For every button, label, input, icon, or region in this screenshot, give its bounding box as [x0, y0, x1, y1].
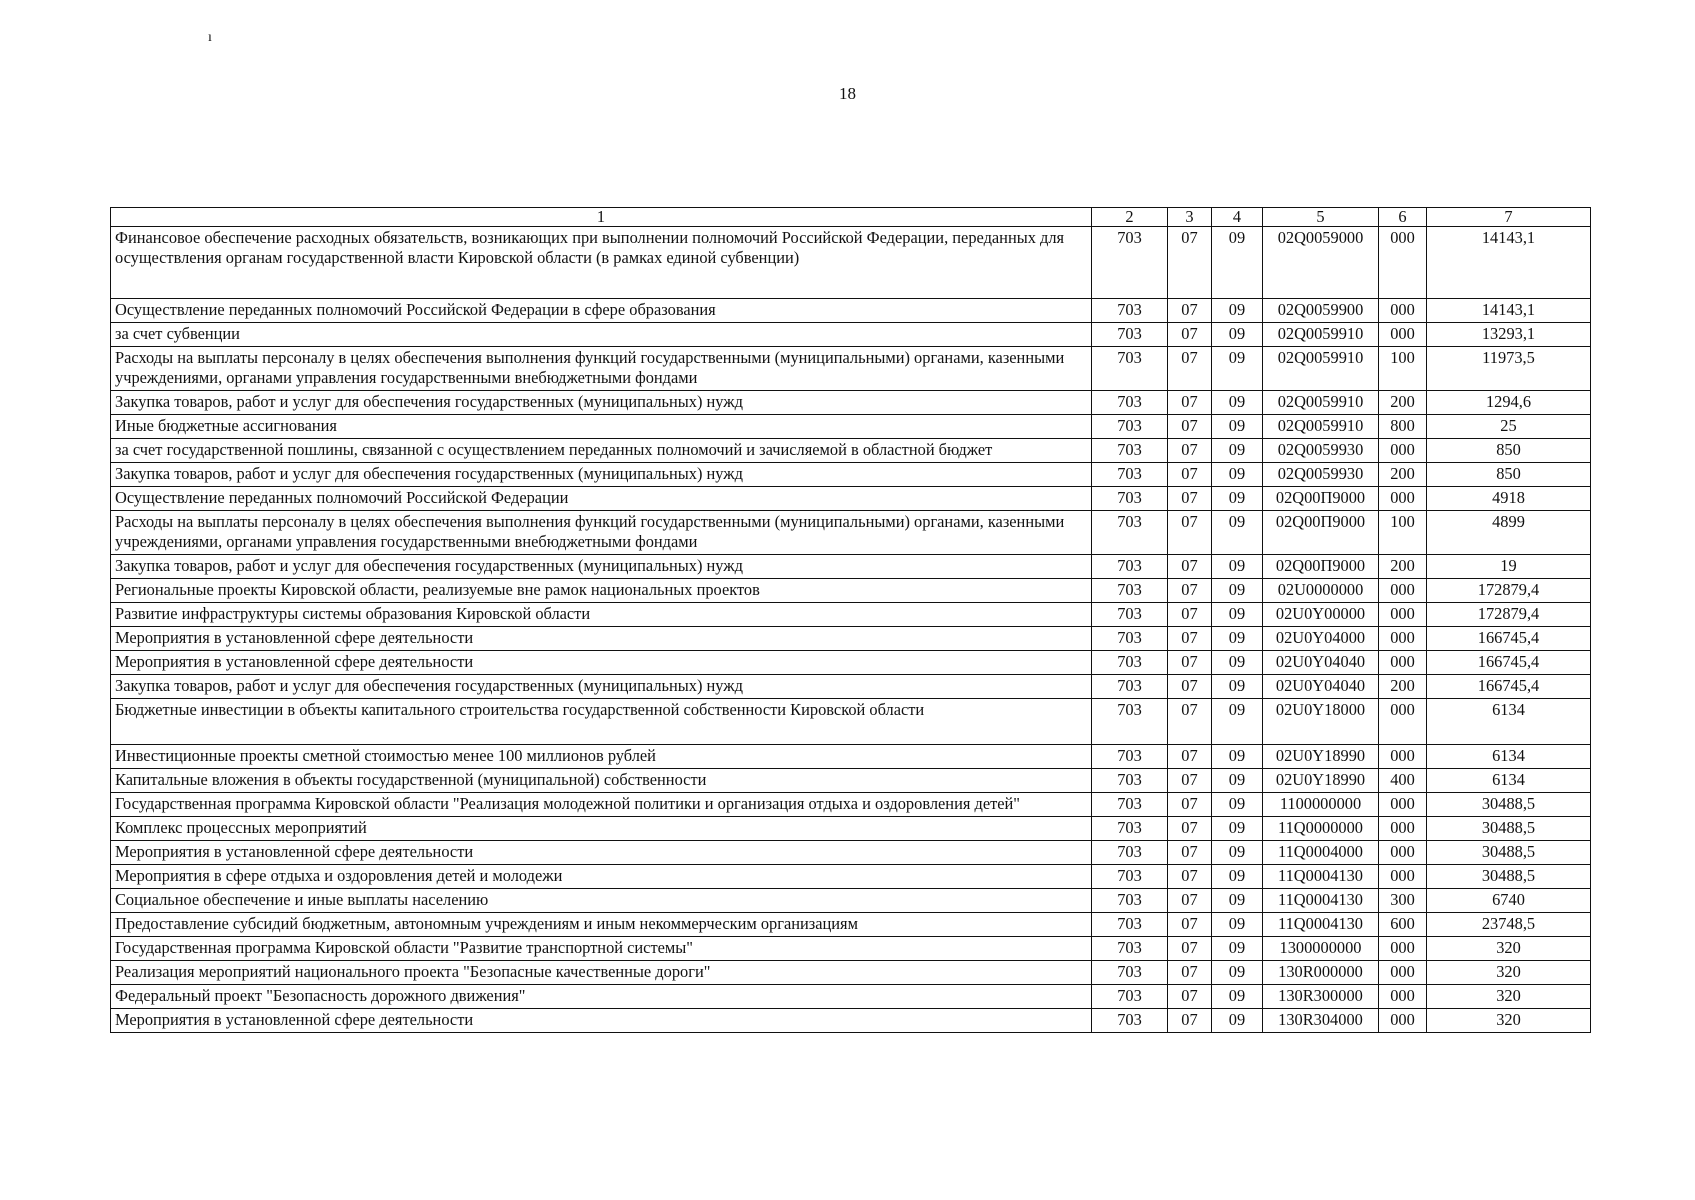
row-target-code: 130R000000 — [1263, 961, 1379, 985]
row-expense-type-code: 000 — [1379, 985, 1427, 1009]
row-expense-type-code: 000 — [1379, 793, 1427, 817]
row-grbs-code: 703 — [1092, 769, 1168, 793]
row-expense-type-code: 200 — [1379, 555, 1427, 579]
row-section-code: 07 — [1168, 769, 1212, 793]
row-subsection-code: 09 — [1212, 391, 1263, 415]
row-subsection-code: 09 — [1212, 865, 1263, 889]
row-name: Развитие инфраструктуры системы образования Кировской области — [111, 603, 1092, 627]
row-amount: 30488,5 — [1427, 841, 1591, 865]
table-body — [111, 227, 1591, 1033]
row-name: Расходы на выплаты персоналу в целях обеспечения выполнения функций государственными (муниципальными) органами, казенными учреждениями, органами управления государственными внебюджетными фондами — [111, 511, 1092, 555]
row-target-code: 02Q0059930 — [1263, 439, 1379, 463]
row-grbs-code: 703 — [1092, 299, 1168, 323]
row-grbs-code: 703 — [1092, 675, 1168, 699]
row-target-code: 02Q00П9000 — [1263, 487, 1379, 511]
row-target-code: 02Q0059910 — [1263, 323, 1379, 347]
table-row — [111, 579, 1591, 603]
header-col-3: 3 — [1168, 208, 1212, 227]
row-name: Финансовое обеспечение расходных обязательств, возникающих при выполнении полномочий Российской Федерации, переданных для осуществления органам государственной власти Кировской области (в рамках единой субвенции) — [111, 227, 1092, 299]
row-target-code: 02Q0059000 — [1263, 227, 1379, 299]
row-name: Осуществление переданных полномочий Российской Федерации — [111, 487, 1092, 511]
header-row — [111, 208, 1591, 227]
row-expense-type-code: 000 — [1379, 699, 1427, 745]
row-name: Мероприятия в установленной сфере деятельности — [111, 841, 1092, 865]
table-row — [111, 985, 1591, 1009]
row-section-code: 07 — [1168, 889, 1212, 913]
row-expense-type-code: 200 — [1379, 391, 1427, 415]
row-section-code: 07 — [1168, 817, 1212, 841]
row-section-code: 07 — [1168, 961, 1212, 985]
row-amount: 30488,5 — [1427, 817, 1591, 841]
row-name: Закупка товаров, работ и услуг для обеспечения государственных (муниципальных) нужд — [111, 391, 1092, 415]
row-grbs-code: 703 — [1092, 793, 1168, 817]
row-expense-type-code: 000 — [1379, 745, 1427, 769]
table-row — [111, 675, 1591, 699]
row-target-code: 02Q0059930 — [1263, 463, 1379, 487]
row-target-code: 02U0Y18990 — [1263, 745, 1379, 769]
row-grbs-code: 703 — [1092, 961, 1168, 985]
table-row — [111, 603, 1591, 627]
row-grbs-code: 703 — [1092, 817, 1168, 841]
row-name: Реализация мероприятий национального проекта "Безопасные качественные дороги" — [111, 961, 1092, 985]
row-target-code: 02Q00П9000 — [1263, 511, 1379, 555]
row-section-code: 07 — [1168, 675, 1212, 699]
table-row — [111, 439, 1591, 463]
row-subsection-code: 09 — [1212, 463, 1263, 487]
row-subsection-code: 09 — [1212, 913, 1263, 937]
row-amount: 14143,1 — [1427, 227, 1591, 299]
row-section-code: 07 — [1168, 627, 1212, 651]
row-section-code: 07 — [1168, 865, 1212, 889]
row-expense-type-code: 000 — [1379, 439, 1427, 463]
row-grbs-code: 703 — [1092, 487, 1168, 511]
row-name: Мероприятия в установленной сфере деятельности — [111, 651, 1092, 675]
row-expense-type-code: 000 — [1379, 841, 1427, 865]
table-row — [111, 555, 1591, 579]
table-row — [111, 699, 1591, 745]
table-row — [111, 937, 1591, 961]
row-section-code: 07 — [1168, 415, 1212, 439]
row-expense-type-code: 100 — [1379, 511, 1427, 555]
row-subsection-code: 09 — [1212, 439, 1263, 463]
row-subsection-code: 09 — [1212, 985, 1263, 1009]
row-name: Комплекс процессных мероприятий — [111, 817, 1092, 841]
row-name: Закупка товаров, работ и услуг для обеспечения государственных (муниципальных) нужд — [111, 555, 1092, 579]
row-subsection-code: 09 — [1212, 699, 1263, 745]
row-amount: 172879,4 — [1427, 603, 1591, 627]
row-amount: 166745,4 — [1427, 651, 1591, 675]
table-row — [111, 651, 1591, 675]
row-name: Инвестиционные проекты сметной стоимостью менее 100 миллионов рублей — [111, 745, 1092, 769]
row-amount: 11973,5 — [1427, 347, 1591, 391]
table-row — [111, 865, 1591, 889]
row-grbs-code: 703 — [1092, 865, 1168, 889]
row-target-code: 02Q0059910 — [1263, 391, 1379, 415]
row-expense-type-code: 300 — [1379, 889, 1427, 913]
row-target-code: 130R300000 — [1263, 985, 1379, 1009]
row-expense-type-code: 400 — [1379, 769, 1427, 793]
row-section-code: 07 — [1168, 347, 1212, 391]
table-row — [111, 487, 1591, 511]
row-amount: 172879,4 — [1427, 579, 1591, 603]
row-amount: 25 — [1427, 415, 1591, 439]
row-amount: 6740 — [1427, 889, 1591, 913]
table-row — [111, 415, 1591, 439]
row-name: Мероприятия в установленной сфере деятельности — [111, 1009, 1092, 1033]
row-target-code: 11Q0000000 — [1263, 817, 1379, 841]
row-name: за счет субвенции — [111, 323, 1092, 347]
row-expense-type-code: 000 — [1379, 651, 1427, 675]
row-target-code: 1100000000 — [1263, 793, 1379, 817]
row-grbs-code: 703 — [1092, 603, 1168, 627]
row-amount: 850 — [1427, 439, 1591, 463]
row-name: Мероприятия в сфере отдыха и оздоровления детей и молодежи — [111, 865, 1092, 889]
row-section-code: 07 — [1168, 745, 1212, 769]
row-target-code: 02Q0059910 — [1263, 415, 1379, 439]
row-section-code: 07 — [1168, 1009, 1212, 1033]
row-expense-type-code: 800 — [1379, 415, 1427, 439]
header-col-6: 6 — [1379, 208, 1427, 227]
row-subsection-code: 09 — [1212, 745, 1263, 769]
row-subsection-code: 09 — [1212, 961, 1263, 985]
table-row — [111, 627, 1591, 651]
row-subsection-code: 09 — [1212, 769, 1263, 793]
row-subsection-code: 09 — [1212, 347, 1263, 391]
page-number: 18 — [839, 84, 856, 103]
table-row — [111, 889, 1591, 913]
row-subsection-code: 09 — [1212, 227, 1263, 299]
row-grbs-code: 703 — [1092, 627, 1168, 651]
row-expense-type-code: 100 — [1379, 347, 1427, 391]
row-grbs-code: 703 — [1092, 937, 1168, 961]
row-expense-type-code: 000 — [1379, 961, 1427, 985]
row-target-code: 02U0Y00000 — [1263, 603, 1379, 627]
table-row — [111, 793, 1591, 817]
row-section-code: 07 — [1168, 793, 1212, 817]
header-col-1: 1 — [111, 208, 1092, 227]
row-section-code: 07 — [1168, 511, 1212, 555]
row-amount: 19 — [1427, 555, 1591, 579]
row-subsection-code: 09 — [1212, 793, 1263, 817]
row-grbs-code: 703 — [1092, 651, 1168, 675]
table-row — [111, 961, 1591, 985]
row-expense-type-code: 000 — [1379, 627, 1427, 651]
row-grbs-code: 703 — [1092, 227, 1168, 299]
row-amount: 320 — [1427, 961, 1591, 985]
row-target-code: 02U0Y04000 — [1263, 627, 1379, 651]
row-name: Осуществление переданных полномочий Российской Федерации в сфере образования — [111, 299, 1092, 323]
row-grbs-code: 703 — [1092, 439, 1168, 463]
row-name: Мероприятия в установленной сфере деятельности — [111, 627, 1092, 651]
row-expense-type-code: 000 — [1379, 1009, 1427, 1033]
row-grbs-code: 703 — [1092, 347, 1168, 391]
row-name: Государственная программа Кировской области "Реализация молодежной политики и организация отдыха и оздоровления детей" — [111, 793, 1092, 817]
row-grbs-code: 703 — [1092, 579, 1168, 603]
row-subsection-code: 09 — [1212, 937, 1263, 961]
row-subsection-code: 09 — [1212, 1009, 1263, 1033]
row-section-code: 07 — [1168, 227, 1212, 299]
row-subsection-code: 09 — [1212, 323, 1263, 347]
row-subsection-code: 09 — [1212, 555, 1263, 579]
row-expense-type-code: 000 — [1379, 579, 1427, 603]
table-row — [111, 391, 1591, 415]
row-grbs-code: 703 — [1092, 463, 1168, 487]
row-target-code: 1300000000 — [1263, 937, 1379, 961]
table-row — [111, 1009, 1591, 1033]
table-row — [111, 511, 1591, 555]
row-target-code: 11Q0004130 — [1263, 913, 1379, 937]
row-subsection-code: 09 — [1212, 603, 1263, 627]
row-amount: 166745,4 — [1427, 627, 1591, 651]
row-expense-type-code: 000 — [1379, 299, 1427, 323]
table-row — [111, 347, 1591, 391]
table-row — [111, 817, 1591, 841]
row-grbs-code: 703 — [1092, 913, 1168, 937]
row-expense-type-code: 200 — [1379, 675, 1427, 699]
row-section-code: 07 — [1168, 299, 1212, 323]
row-grbs-code: 703 — [1092, 511, 1168, 555]
row-expense-type-code: 200 — [1379, 463, 1427, 487]
row-target-code: 02U0Y04040 — [1263, 651, 1379, 675]
row-subsection-code: 09 — [1212, 627, 1263, 651]
row-grbs-code: 703 — [1092, 745, 1168, 769]
header-col-2: 2 — [1092, 208, 1168, 227]
table-row — [111, 463, 1591, 487]
row-amount: 1294,6 — [1427, 391, 1591, 415]
row-subsection-code: 09 — [1212, 675, 1263, 699]
row-amount: 30488,5 — [1427, 793, 1591, 817]
row-grbs-code: 703 — [1092, 323, 1168, 347]
row-subsection-code: 09 — [1212, 579, 1263, 603]
row-name: Государственная программа Кировской области "Развитие транспортной системы" — [111, 937, 1092, 961]
row-target-code: 02U0Y18990 — [1263, 769, 1379, 793]
row-amount: 30488,5 — [1427, 865, 1591, 889]
row-name: Предоставление субсидий бюджетным, автономным учреждениям и иным некоммерческим организациям — [111, 913, 1092, 937]
row-amount: 320 — [1427, 1009, 1591, 1033]
row-grbs-code: 703 — [1092, 985, 1168, 1009]
row-subsection-code: 09 — [1212, 841, 1263, 865]
row-name: Федеральный проект "Безопасность дорожного движения" — [111, 985, 1092, 1009]
row-expense-type-code: 000 — [1379, 817, 1427, 841]
table-row — [111, 769, 1591, 793]
table-row — [111, 913, 1591, 937]
row-subsection-code: 09 — [1212, 415, 1263, 439]
header-col-4: 4 — [1212, 208, 1263, 227]
row-target-code: 02U0Y04040 — [1263, 675, 1379, 699]
row-grbs-code: 703 — [1092, 1009, 1168, 1033]
row-target-code: 11Q0004130 — [1263, 865, 1379, 889]
row-amount: 4918 — [1427, 487, 1591, 511]
row-amount: 13293,1 — [1427, 323, 1591, 347]
row-target-code: 02U0Y18000 — [1263, 699, 1379, 745]
row-target-code: 11Q0004130 — [1263, 889, 1379, 913]
row-target-code: 130R304000 — [1263, 1009, 1379, 1033]
row-expense-type-code: 000 — [1379, 603, 1427, 627]
row-name: Социальное обеспечение и иные выплаты населению — [111, 889, 1092, 913]
row-subsection-code: 09 — [1212, 487, 1263, 511]
row-section-code: 07 — [1168, 913, 1212, 937]
row-expense-type-code: 000 — [1379, 865, 1427, 889]
table-row — [111, 227, 1591, 299]
page-margin-mark: ı — [208, 30, 212, 45]
row-expense-type-code: 000 — [1379, 937, 1427, 961]
row-amount: 23748,5 — [1427, 913, 1591, 937]
row-grbs-code: 703 — [1092, 841, 1168, 865]
row-name: Расходы на выплаты персоналу в целях обеспечения выполнения функций государственными (муниципальными) органами, казенными учреждениями, органами управления государственными внебюджетными фондами — [111, 347, 1092, 391]
row-section-code: 07 — [1168, 937, 1212, 961]
row-grbs-code: 703 — [1092, 415, 1168, 439]
row-target-code: 02Q0059900 — [1263, 299, 1379, 323]
row-amount: 14143,1 — [1427, 299, 1591, 323]
row-name: Бюджетные инвестиции в объекты капитального строительства государственной собственности Кировской области — [111, 699, 1092, 745]
row-section-code: 07 — [1168, 985, 1212, 1009]
row-section-code: 07 — [1168, 651, 1212, 675]
row-grbs-code: 703 — [1092, 391, 1168, 415]
row-target-code: 02U0000000 — [1263, 579, 1379, 603]
row-name: за счет государственной пошлины, связанной с осуществлением переданных полномочий и зачисляемой в областной бюджет — [111, 439, 1092, 463]
budget-table — [110, 207, 1591, 1033]
row-section-code: 07 — [1168, 555, 1212, 579]
table-row — [111, 323, 1591, 347]
row-subsection-code: 09 — [1212, 511, 1263, 555]
row-section-code: 07 — [1168, 487, 1212, 511]
row-section-code: 07 — [1168, 603, 1212, 627]
row-expense-type-code: 000 — [1379, 323, 1427, 347]
row-subsection-code: 09 — [1212, 817, 1263, 841]
row-section-code: 07 — [1168, 463, 1212, 487]
row-section-code: 07 — [1168, 323, 1212, 347]
row-name: Закупка товаров, работ и услуг для обеспечения государственных (муниципальных) нужд — [111, 463, 1092, 487]
row-name: Капитальные вложения в объекты государственной (муниципальной) собственности — [111, 769, 1092, 793]
header-col-7: 7 — [1427, 208, 1591, 227]
row-section-code: 07 — [1168, 439, 1212, 463]
row-grbs-code: 703 — [1092, 555, 1168, 579]
row-amount: 320 — [1427, 985, 1591, 1009]
table-header — [111, 208, 1591, 227]
row-section-code: 07 — [1168, 579, 1212, 603]
row-name: Иные бюджетные ассигнования — [111, 415, 1092, 439]
row-target-code: 11Q0004000 — [1263, 841, 1379, 865]
row-section-code: 07 — [1168, 841, 1212, 865]
row-amount: 6134 — [1427, 699, 1591, 745]
row-grbs-code: 703 — [1092, 699, 1168, 745]
table-row — [111, 299, 1591, 323]
row-amount: 4899 — [1427, 511, 1591, 555]
row-section-code: 07 — [1168, 699, 1212, 745]
row-amount: 6134 — [1427, 769, 1591, 793]
row-target-code: 02Q00П9000 — [1263, 555, 1379, 579]
row-expense-type-code: 000 — [1379, 227, 1427, 299]
row-amount: 166745,4 — [1427, 675, 1591, 699]
row-subsection-code: 09 — [1212, 651, 1263, 675]
row-amount: 6134 — [1427, 745, 1591, 769]
row-target-code: 02Q0059910 — [1263, 347, 1379, 391]
row-amount: 320 — [1427, 937, 1591, 961]
row-amount: 850 — [1427, 463, 1591, 487]
row-name: Региональные проекты Кировской области, реализуемые вне рамок национальных проектов — [111, 579, 1092, 603]
row-name: Закупка товаров, работ и услуг для обеспечения государственных (муниципальных) нужд — [111, 675, 1092, 699]
table-row — [111, 745, 1591, 769]
table-row — [111, 841, 1591, 865]
header-col-5: 5 — [1263, 208, 1379, 227]
row-expense-type-code: 600 — [1379, 913, 1427, 937]
row-expense-type-code: 000 — [1379, 487, 1427, 511]
row-grbs-code: 703 — [1092, 889, 1168, 913]
row-subsection-code: 09 — [1212, 889, 1263, 913]
row-subsection-code: 09 — [1212, 299, 1263, 323]
row-section-code: 07 — [1168, 391, 1212, 415]
